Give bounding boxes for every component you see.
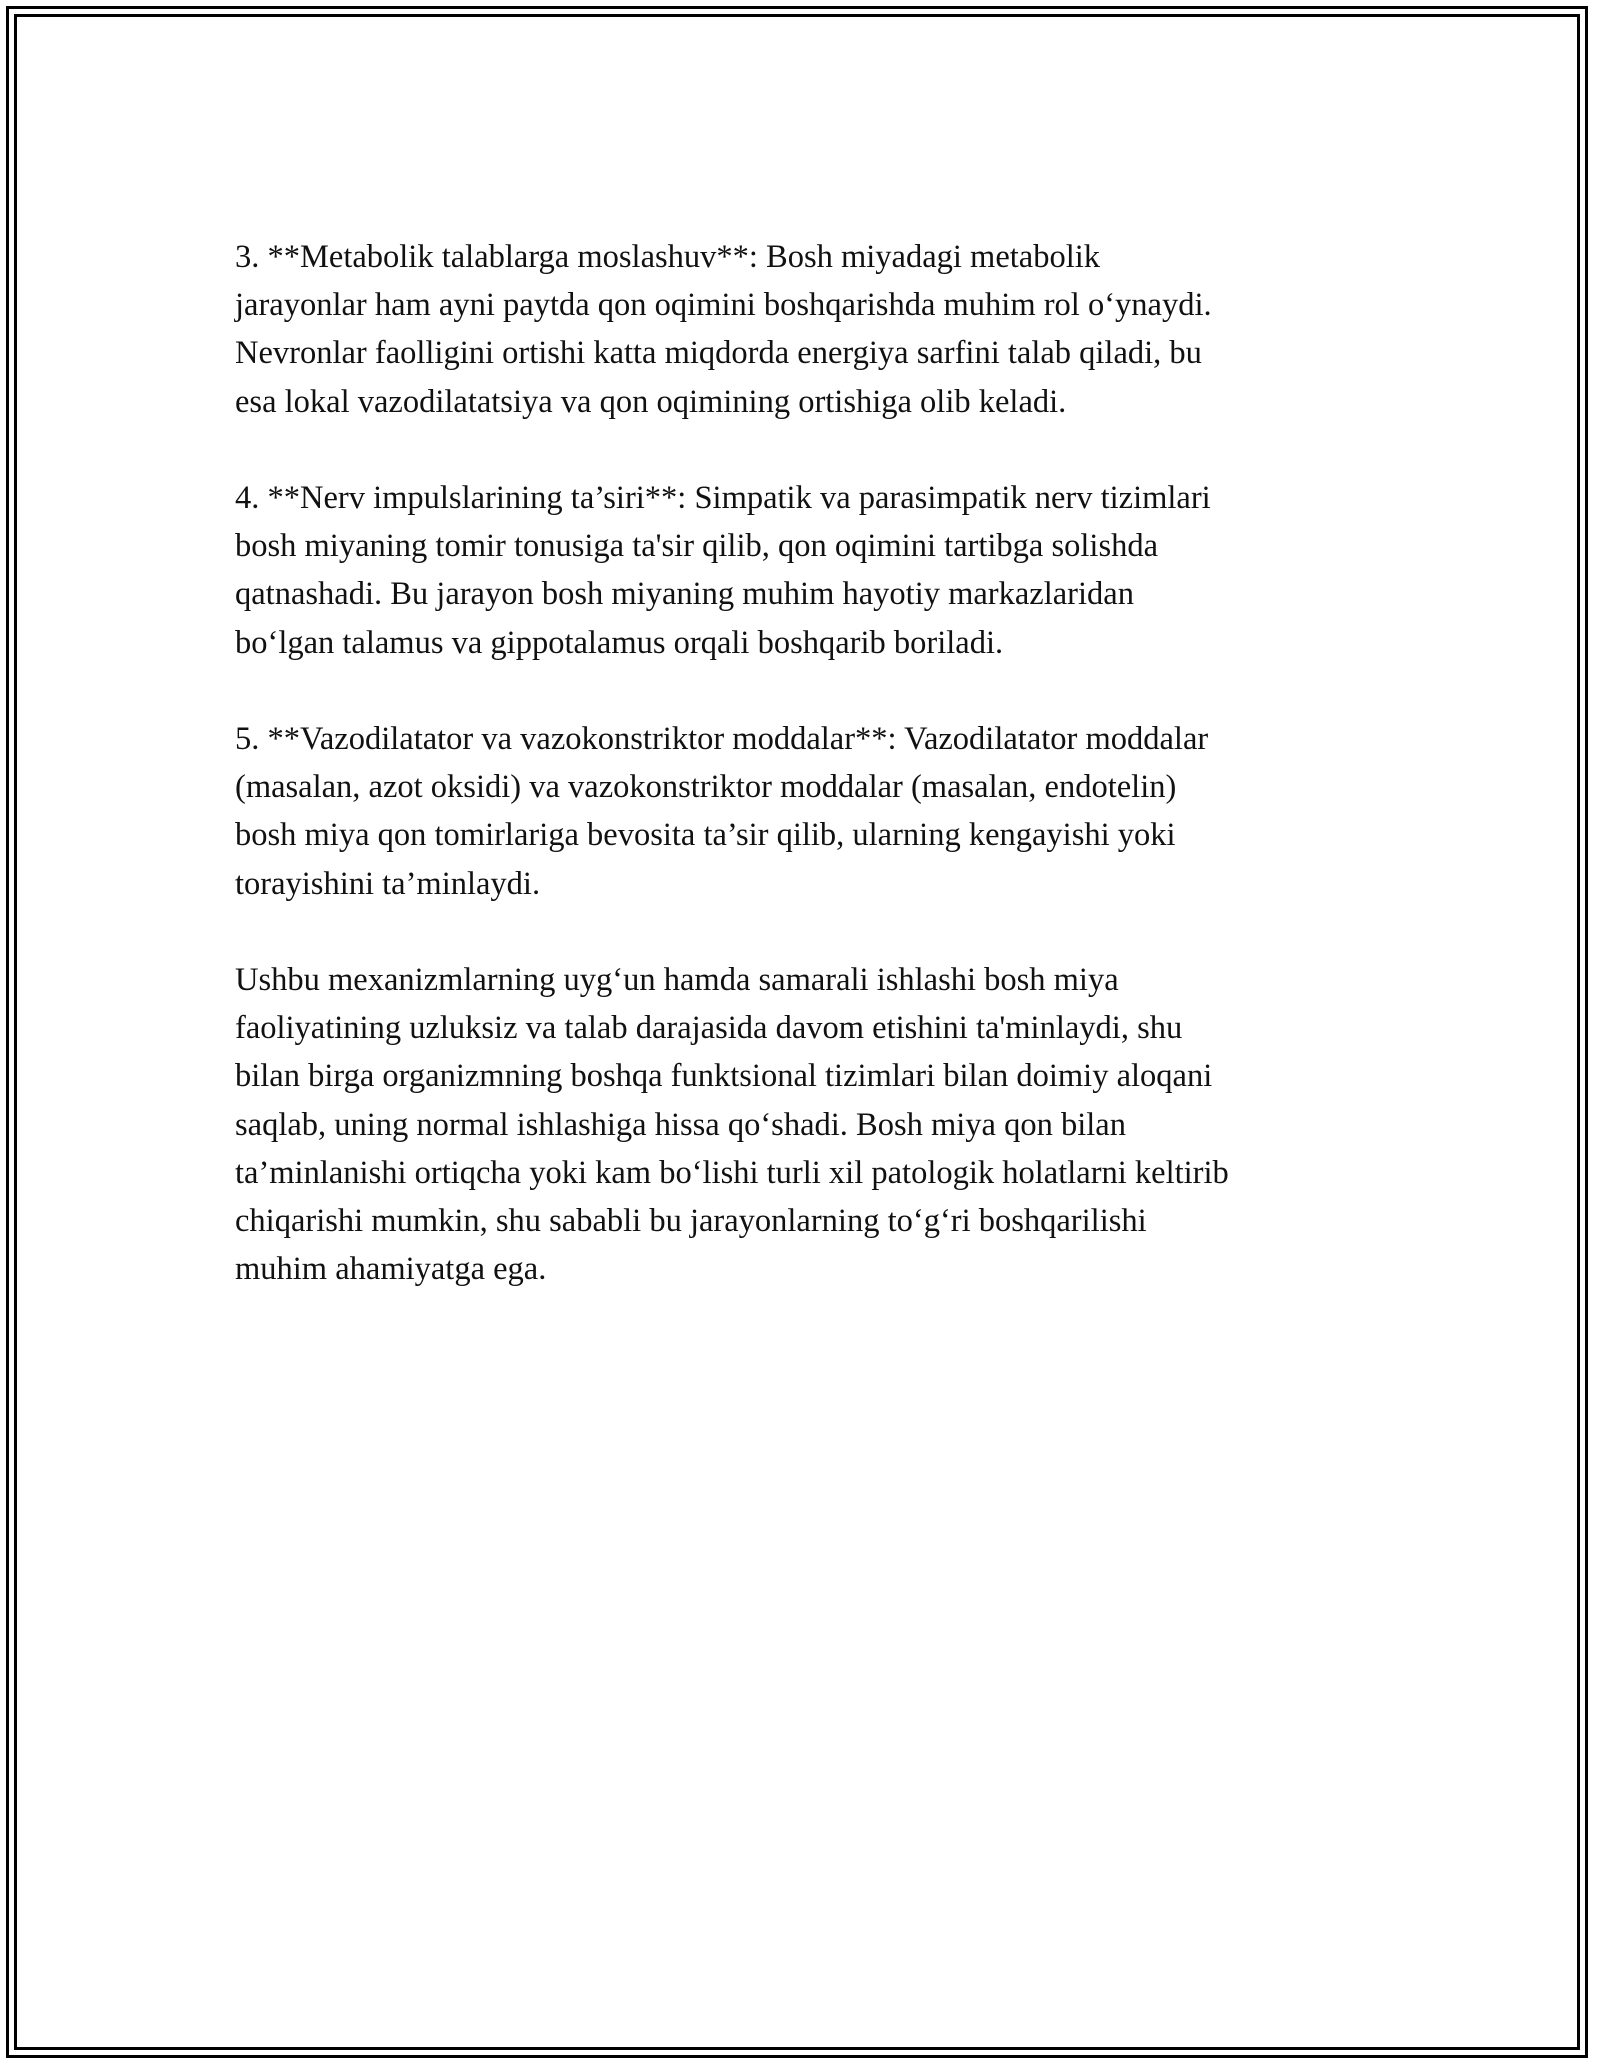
paragraph-metabolic-adaptation: 3. **Metabolik talablarga moslashuv**: Bosh miyadagi metabolik jarayonlar ham ayni paytda qon oqimini boshqarishda muhim rol o‘ynaydi. Nevronlar faolligini ortishi katta miqdorda energiya sarfini talab qiladi, bu esa lokal vazodilatatsiya va qon oqimining ortishiga olib keladi. <box>235 239 1212 420</box>
paragraph-nerve-impulses: 4. **Nerv impulslarining ta’siri**: Simpatik va parasimpatik nerv tizimlari bosh miyaning tomir tonusiga ta'sir qilib, qon oqimini tartibga solishda qatnashadi. Bu jarayon bosh miyaning muhim hayotiy markazlaridan bo‘lgan talamus va gippotalamus orqali boshqarib boriladi. <box>235 480 1211 661</box>
document-body <box>235 233 1375 1342</box>
paragraph-vasoactive-substances: 5. **Vazodilatator va vazokonstriktor moddalar**: Vazodilatator moddalar (masalan, azot oksidi) va vazokonstriktor moddalar (masalan, endotelin) bosh miya qon tomirlariga bevosita ta’sir qilib, ularning kengayishi yoki torayishini ta’minlaydi. <box>235 721 1209 902</box>
paragraph-conclusion: Ushbu mexanizmlarning uyg‘un hamda samarali ishlashi bosh miya faoliyatining uzluksiz va talab darajasida davom etishini ta'minlaydi, shu bilan birga organizmning boshqa funktsional tizimlari bilan doimiy aloqani saqlab, uning normal ishlashiga hissa qo‘shadi. Bosh miya qon bilan ta’minlanishi ortiqcha yoki kam bo‘lishi turli xil patologik holatlarni keltirib chiqarishi mumkin, shu sababli bu jarayonlarning to‘g‘ri boshqarilishi muhim ahamiyatga ega. <box>235 962 1229 1288</box>
